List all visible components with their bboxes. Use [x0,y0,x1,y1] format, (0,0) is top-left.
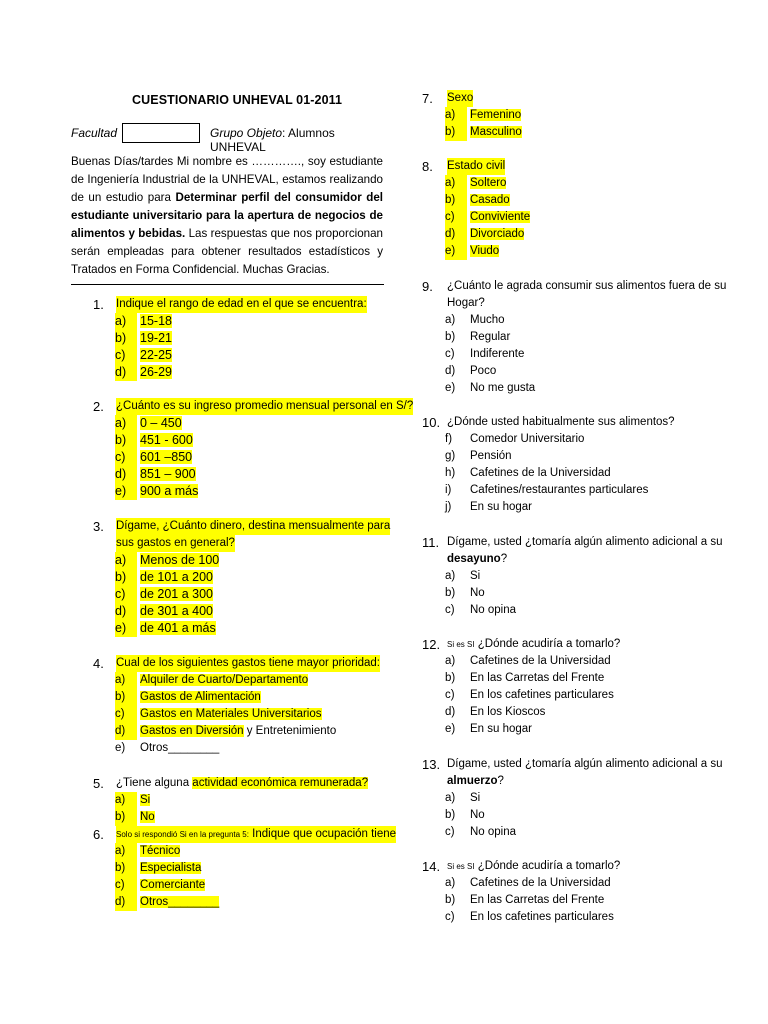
option-letter: a) [115,552,137,569]
option-text [470,192,510,209]
option-letter: a) [115,792,137,809]
option-text [470,363,496,380]
option-letter: d) [445,706,456,718]
option-value: No me gusta [470,382,536,394]
option-rest: y Entretenimiento [243,725,337,737]
question-condition: Solo si respondió Si en la pregunta 5: [116,830,249,839]
option-text [140,415,182,432]
option-text [470,807,485,824]
option-value: Si [470,570,481,582]
option-text [140,792,150,809]
question-text [447,858,620,875]
option-value: de 401 a más [140,621,216,635]
question-tail: ? [500,553,508,565]
option-value: En las Carretas del Frente [470,894,605,906]
question-text: Dígame, usted ¿tomaría algún alimento adicional a su [447,536,723,548]
option-letter: c) [445,604,455,616]
option-letter: c) [445,911,455,923]
option-letter: c) [445,209,467,226]
option-value: 22-25 [140,348,172,362]
option-text [470,380,535,397]
grupo-label: Grupo Objeto [210,126,283,140]
option-value: En las Carretas del Frente [470,672,605,684]
intro-text-2: Las respuestas que nos proporcionan serán empleadas para obtener resultados estadísticos y Tratados en Forma Confidencial. Muchas Gracias. [71,227,383,276]
question-text: Sexo [447,90,473,107]
option-text [140,894,219,911]
option-text [470,226,524,243]
question-number: 3. [93,519,104,534]
option-text [140,449,192,466]
option-value: Alquiler de Cuarto/Departamento [140,674,309,686]
option-text [140,552,219,569]
option-text [470,892,604,909]
question-text: Cual de los siguientes gastos tiene mayor prioridad: [116,655,380,672]
option-letter: a) [115,672,137,689]
question-text-line2: Hogar? [447,297,485,309]
question-text: Dígame, ¿Cuánto dinero, destina mensualmente para [116,518,390,535]
question-text: ¿Cuánto es su ingreso promedio mensual personal en S/? [116,398,413,415]
option-text [470,824,516,841]
option-text [470,312,505,329]
question-number: 12. [422,637,441,652]
option-value: 601 –850 [140,450,193,464]
option-text [140,620,216,637]
option-value: En los cafetines particulares [470,689,614,701]
option-text [470,790,480,807]
question-text-main: ¿Dónde acudiría a tomarlo? [474,860,621,872]
option-text [140,672,308,689]
option-letter: e) [445,723,456,735]
option-value: Otros________ [140,742,220,754]
question-number: 8. [422,159,433,174]
question-text-a: ¿Tiene alguna [116,777,193,789]
option-value: No opina [470,604,517,616]
option-value: 0 – 450 [140,416,182,430]
intro-paragraph [71,153,383,279]
option-value: Si [140,794,151,806]
option-text [470,431,584,448]
option-letter: c) [445,689,455,701]
option-letter: b) [115,432,137,449]
option-value: En los cafetines particulares [470,911,614,923]
option-letter: j) [445,501,452,513]
option-value: No [470,587,485,599]
option-text [470,602,516,619]
question-condition: Si es SI [447,640,475,649]
option-letter: b) [445,809,456,821]
option-text [140,364,172,381]
option-text [470,209,530,226]
option-letter: b) [445,124,467,141]
option-text [140,740,219,757]
option-text [470,243,499,260]
question-condition: Si es SI [447,862,475,871]
option-letter: b) [115,569,137,586]
option-letter: a) [445,107,467,124]
option-text [140,723,336,740]
option-letter: b) [115,860,137,877]
question-text: Dígame, usted ¿tomaría algún alimento adicional a su [447,758,723,770]
option-text [470,175,506,192]
option-letter: c) [445,348,455,360]
question-number: 10. [422,415,441,430]
option-letter: b) [445,672,456,684]
page-title: CUESTIONARIO UNHEVAL 01-2011 [132,93,343,107]
option-text [470,909,614,926]
option-letter: a) [445,570,456,582]
option-value: Viudo [470,245,500,257]
option-text [470,499,532,516]
option-value: 26-29 [140,365,172,379]
option-text [470,585,485,602]
option-text [470,329,510,346]
option-letter: a) [445,792,456,804]
question-text-main: Indique que ocupación tiene [248,828,397,840]
meal-name: desayuno [447,553,501,565]
question-number: 9. [422,279,433,294]
question-text: Estado civil [447,158,505,175]
option-letter: e) [115,742,126,754]
option-value: Masculino [470,126,522,138]
option-letter: a) [115,843,137,860]
option-value: Mucho [470,314,505,326]
option-letter: b) [115,689,137,706]
option-letter: h) [445,467,456,479]
question-text-b: actividad económica remunerada? [192,777,369,789]
option-letter: d) [115,894,137,911]
option-letter: c) [115,586,137,603]
facultad-input-box[interactable] [122,123,200,143]
grupo-value: : Alumnos UNHEVAL [210,126,335,154]
option-value: Casado [470,194,510,206]
option-value: Regular [470,331,511,343]
option-value: 15-18 [140,314,172,328]
question-text-line2 [447,773,504,790]
option-text [470,875,611,892]
option-value: Gastos en Diversión [140,725,244,737]
grupo-objeto [210,126,391,154]
question-number: 4. [93,656,104,671]
option-value: Soltero [470,177,507,189]
option-text [470,704,545,721]
option-value: Técnico [140,845,181,857]
option-value: No [470,809,485,821]
question-text [116,775,368,792]
option-value: de 101 a 200 [140,570,213,584]
question-tail: ? [497,775,504,787]
option-value: 851 – 900 [140,467,196,481]
question-text-main: ¿Dónde acudiría a tomarlo? [474,638,621,650]
option-text [470,721,532,738]
question-number: 13. [422,757,441,772]
option-letter: d) [115,466,137,483]
option-letter: e) [115,620,137,637]
option-letter: c) [115,877,137,894]
option-value: Cafetines de la Universidad [470,467,611,479]
option-value: En su hogar [470,723,533,735]
option-value: Especialista [140,862,202,874]
option-value: En los Kioscos [470,706,546,718]
option-value: En su hogar [470,501,533,513]
option-value: No opina [470,826,517,838]
question-text-line2 [447,551,507,568]
option-letter: a) [115,415,137,432]
option-text [140,586,213,603]
option-text [140,860,201,877]
option-text [470,482,648,499]
option-letter: c) [115,347,137,364]
option-letter: b) [445,894,456,906]
option-value: Cafetines de la Universidad [470,655,611,667]
option-value: Gastos en Materiales Universitarios [140,708,322,720]
option-letter: c) [445,826,455,838]
option-text [470,465,611,482]
option-letter: c) [115,449,137,466]
option-text [140,483,198,500]
option-letter: e) [445,243,467,260]
option-value: Comerciante [140,879,206,891]
option-value: 19-21 [140,331,172,345]
option-letter: d) [115,364,137,381]
option-value: Conviviente [470,211,531,223]
option-text [140,843,180,860]
option-letter: a) [445,175,467,192]
option-text [470,346,524,363]
option-text [140,877,205,894]
option-value: 451 - 600 [140,433,193,447]
option-value: Poco [470,365,497,377]
option-letter: a) [115,313,137,330]
option-letter: d) [115,723,137,740]
option-letter: b) [115,809,137,826]
option-text [470,568,480,585]
option-letter: c) [115,706,137,723]
intro-text-1: Buenas Días/tardes Mi nombre es …………., soy estudiante de Ingeniería Industrial de la UNHEVAL, estamos realizando de un estudio para [71,155,383,204]
option-text [140,706,322,723]
option-letter: g) [445,450,456,462]
option-letter: i) [445,484,452,496]
option-value: Cafetines/restaurantes particulares [470,484,649,496]
question-number: 5. [93,776,104,791]
question-number: 11. [422,535,440,550]
option-value: Pensión [470,450,512,462]
option-value: Otros________ [140,896,220,908]
question-number: 1. [93,297,104,312]
option-value: Si [470,792,481,804]
question-number: 2. [93,399,104,414]
option-text [140,809,155,826]
option-letter: f) [445,433,453,445]
question-number: 14. [422,859,441,874]
option-letter: b) [115,330,137,347]
option-value: Menos de 100 [140,553,220,567]
intro-text-bold: Determinar perfil del consumidor del estudiante universitario para la apertura de negocios de alimentos y bebidas. [71,191,383,240]
option-text [470,670,604,687]
question-text-line2: sus gastos en general? [116,535,235,552]
option-value: Cafetines de la Universidad [470,877,611,889]
question-text: ¿Cuánto le agrada consumir sus alimentos fuera de su [447,280,727,292]
question-number: 7. [422,91,433,106]
option-text [140,313,172,330]
option-text [140,347,172,364]
option-text [470,653,611,670]
option-text [140,432,193,449]
option-value: Indiferente [470,348,525,360]
divider [71,284,384,285]
option-value: de 201 a 300 [140,587,213,601]
option-text [140,689,261,706]
option-text [470,107,521,124]
option-letter: b) [445,587,456,599]
option-text [470,448,512,465]
option-letter: e) [445,382,456,394]
meal-name: almuerzo [447,775,498,787]
option-text [140,330,172,347]
question-text: ¿Dónde usted habitualmente sus alimentos? [447,416,675,428]
option-text [140,603,213,620]
option-letter: d) [115,603,137,620]
option-letter: a) [445,877,456,889]
option-value: de 301 a 400 [140,604,213,618]
option-value: Femenino [470,109,522,121]
option-text [470,687,614,704]
option-letter: d) [445,226,467,243]
option-letter: b) [445,192,467,209]
question-text [116,826,396,843]
option-value: No [140,811,155,823]
option-value: Gastos de Alimentación [140,691,261,703]
option-letter: d) [445,365,456,377]
option-letter: a) [445,655,456,667]
option-value: 900 a más [140,484,199,498]
facultad-label: Facultad [71,126,118,140]
option-value: Divorciado [470,228,525,240]
option-letter: a) [445,314,456,326]
option-letter: e) [115,483,137,500]
question-text [447,636,620,653]
option-value: Comedor Universitario [470,433,585,445]
question-number: 6. [93,827,104,842]
option-text [140,569,213,586]
option-text [470,124,522,141]
option-text [140,466,196,483]
facultad-row [71,123,391,154]
question-text: Indique el rango de edad en el que se encuentra: [116,296,367,313]
option-letter: b) [445,331,456,343]
